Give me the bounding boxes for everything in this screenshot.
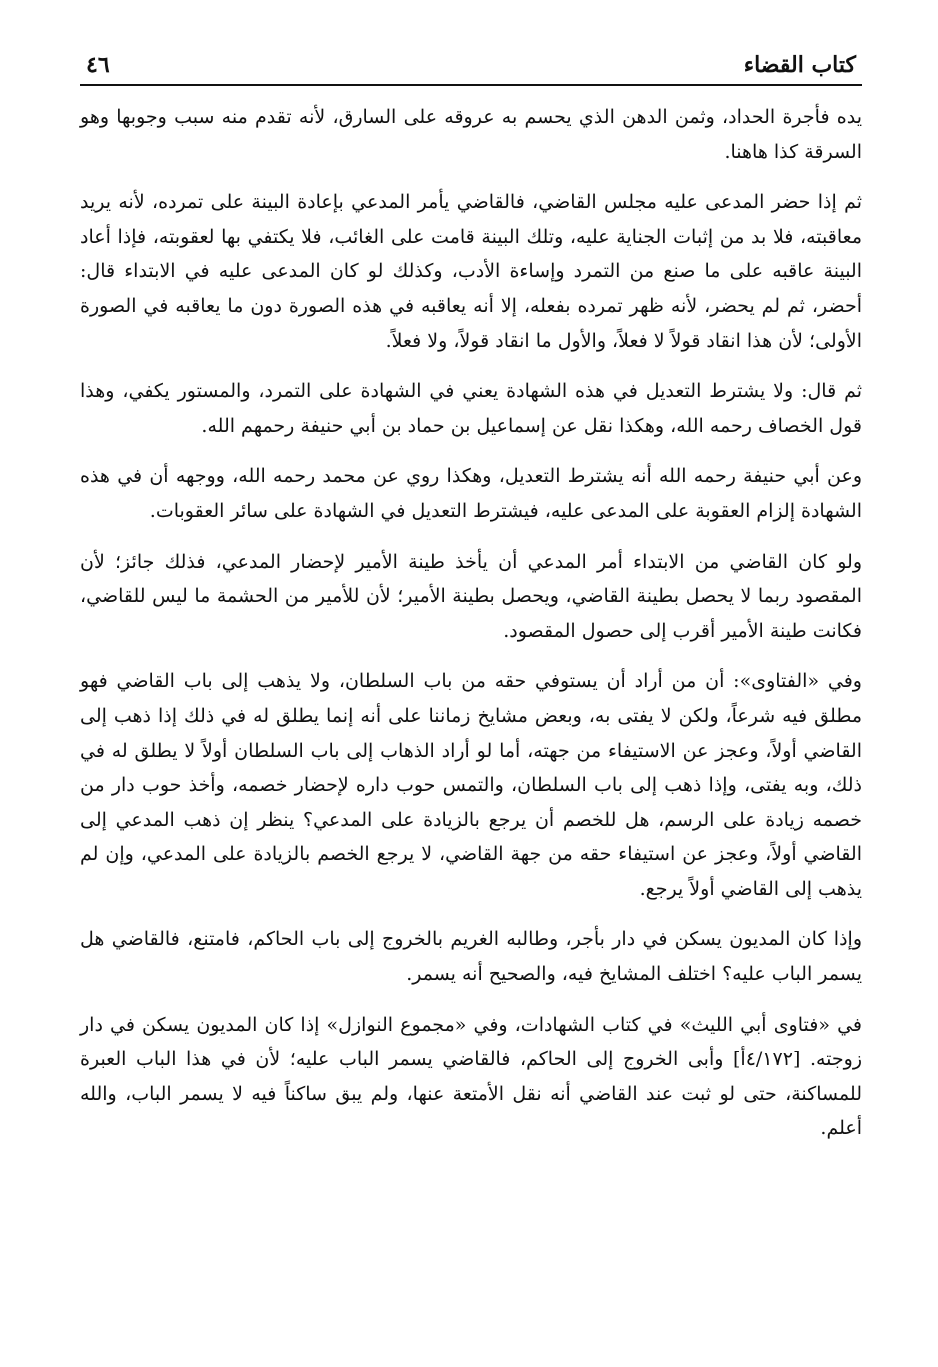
paragraph-6: وفي «الفتاوى»: أن من أراد أن يستوفي حقه من باب السلطان، ولا يذهب إلى باب القاضي فهو مطلق فيه شرعاً، ولكن لا يفتى به، وبعض مشايخ زماننا على أنه إنما يطلق له في ذلك إذا ذهب إلى القاضي أولاً، وعجز عن الاستيفاء من جهته، أما لو أراد الذهاب إلى باب السلطان أولاً لا يطلق له في ذلك، وبه يفتى، وإذا ذهب إلى باب السلطان، والتمس حوب داره لإحضار خصمه، وأخذ حوب دار من خصمه زيادة على الرسم، هل للخصم أن يرجع بالزيادة على المدعي؟ ينظر إن ذهب المدعي إلى القاضي أولاً، وعجز عن استيفاء حقه من جهة القاضي، لا يرجع الخصم بالزيادة على المدعي، وإن لم يذهب إلى القاضي أولاً يرجع. <box>80 670 862 900</box>
page-number: ٤٦ <box>86 52 110 78</box>
running-header <box>80 38 862 86</box>
paragraph-4: وعن أبي حنيفة رحمه الله أنه يشترط التعديل، وهكذا روي عن محمد رحمه الله، ووجهه أن في هذه الشهادة إلزام العقوبة على المدعى عليه، فيشترط التعديل في الشهادة على سائر العقوبات. <box>80 465 862 522</box>
paragraph-5: ولو كان القاضي من الابتداء أمر المدعي أن يأخذ طينة الأمير لإحضار المدعي، فذلك جائز؛ لأن المقصود ربما لا يحصل بطينة القاضي، ويحصل بطينة الأمير؛ لأن للأمير من الحشمة ما ليس للقاضي، فكانت طينة الأمير أقرب إلى حصول المقصود. <box>80 550 862 642</box>
paragraph-1: يده فأجرة الحداد، وثمن الدهن الذي يحسم به عروقه على السارق، لأنه تقدم منه سبب وجوبها وهو السرقة كذا هاهنا. <box>80 106 862 163</box>
book-title: كتاب القضاء <box>743 52 856 78</box>
paragraph-7: وإذا كان المديون يسكن في دار بأجر، وطالبه الغريم بالخروج إلى باب الحاكم، فامتنع، فالقاضي هل يسمر الباب عليه؟ اختلف المشايخ فيه، والصحيح أنه يسمر. <box>80 928 862 986</box>
paragraph-3: ثم قال: ولا يشترط التعديل في هذه الشهادة يعني في الشهادة على التمرد، والمستور يكفي، وهذا قول الخصاف رحمه الله، وهكذا نقل عن إسماعيل بن حماد بن أبي حنيفة رحمهم الله. <box>80 380 862 437</box>
paragraph-8: في «فتاوى أبي الليث» في كتاب الشهادات، وفي «مجموع النوازل» إذا كان المديون يسكن في دار زوجته. [٤/١٧٢أ] وأبى الخروج إلى الحاكم، فالقاضي يسمر الباب عليه؛ لأن في هذا الباب العبرة للمساكنة، حتى لو ثبت عند القاضي أنه نقل الأمتعة عنها، ولم يبق ساكناً فيه لا يسمر الباب، والله أعلم. <box>80 1013 862 1140</box>
book-page <box>80 38 862 1162</box>
paragraph-2: ثم إذا حضر المدعى عليه مجلس القاضي، فالقاضي يأمر المدعي بإعادة البينة على تمرده، لأنه يريد معاقبته، فلا بد من إثبات الجناية عليه، وتلك البينة قامت على الغائب، فلا يكتفي بها لعقوبته، فإذا أعاد البينة عاقبه على ما صنع من التمرد وإساءة الأدب، وكذلك لو كان المدعى عليه في الابتداء قال: أحضر، ثم لم يحضر، لأنه ظهر تمرده بفعله، إلا أنه يعاقبه في هذه الصورة دون ما يعاقبه في الصورة الأولى؛ لأن هذا انقاد قولاً لا فعلاً، والأول ما انقاد قولاً، ولا فعلاً. <box>80 191 862 352</box>
body-text <box>80 100 862 1146</box>
